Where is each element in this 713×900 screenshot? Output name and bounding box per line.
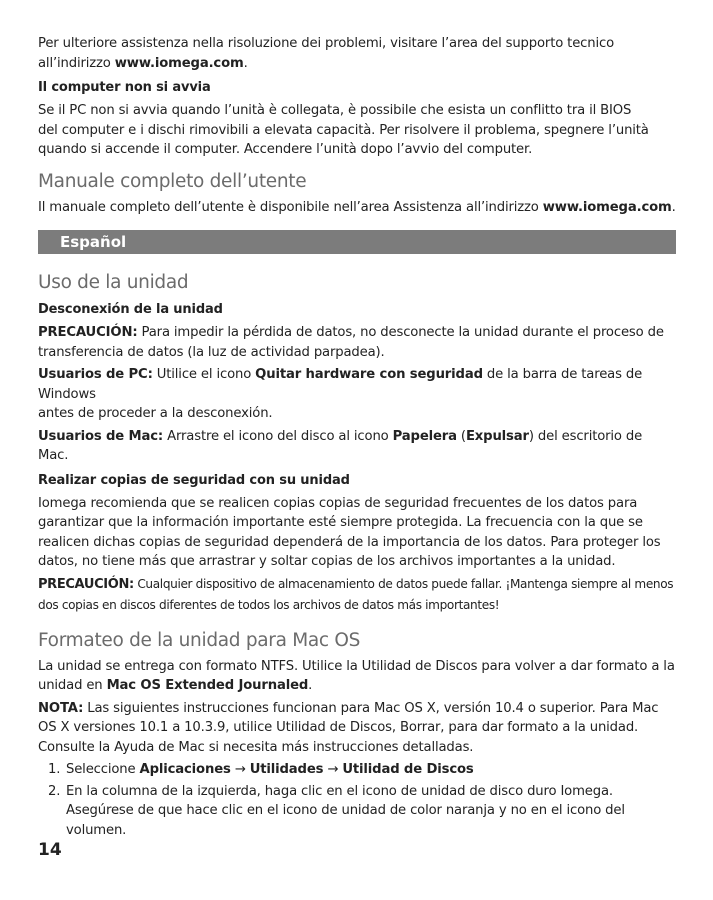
arrow-icon: → <box>230 762 250 777</box>
arrow-icon: → <box>323 762 343 777</box>
mac-users-label: Usuarios de Mac: <box>38 428 164 444</box>
list-item <box>38 760 676 780</box>
format-line: La unidad se entrega con formato NTFS. Utilice la Utilidad de Discos para volver a dar formato a la <box>38 658 675 674</box>
mac-users-text: ( <box>456 428 466 444</box>
caution-label: PRECAUCIÓN: <box>38 576 134 592</box>
note-text: Las siguientes instrucciones funcionan para Mac OS X, versión 10.4 o superior. Para Mac <box>83 700 659 716</box>
format-line: unidad en <box>38 678 107 693</box>
utilities-label: Utilidades <box>249 762 324 777</box>
step-number: 1. <box>48 762 61 777</box>
note-text: OS X versiones 10.1 a 10.3.9, utilice Utilidad de Discos, Borrar, para dar formato a la unidad. <box>38 720 639 735</box>
eject-label: Expulsar <box>465 428 529 444</box>
caution2-paragraph <box>38 574 676 615</box>
caution-text: dos copias en discos diferentes de todos los archivos de datos más importantes! <box>38 597 500 612</box>
mac-users-text: Arrastre el icono del disco al icono <box>163 428 393 444</box>
pc-users-label: Usuarios de PC: <box>38 367 153 382</box>
use-heading: Uso de la unidad <box>38 272 189 293</box>
intro-line: Per ulteriore assistenza nella risoluzione dei problemi, visitare l’area del supporto tecnico <box>38 36 614 51</box>
noboot-line: quando si accende il computer. Accendere l’unità dopo l’avvio del computer. <box>38 142 533 157</box>
applications-label: Aplicaciones <box>139 762 231 777</box>
page-content <box>38 34 676 840</box>
note-label: NOTA: <box>38 700 84 716</box>
support-link[interactable]: www.iomega.com <box>114 55 244 71</box>
disk-utility-label: Utilidad de Discos <box>342 762 474 777</box>
noboot-line: Se il PC non si avvia quando l’unità è collegata, è possibile che esista un conflitto tra il BIOS <box>38 103 632 118</box>
manual-heading: Manuale completo dell’utente <box>38 170 307 192</box>
step-text: Seleccione <box>66 762 140 777</box>
manual-paragraph <box>38 198 676 218</box>
language-section-title: Español <box>60 233 127 251</box>
language-section-bar <box>38 230 676 254</box>
safely-remove-label: Quitar hardware con seguridad <box>255 367 483 382</box>
step-text: Asegúrese de que hace clic en el icono de unidad de color naranja y no en el icono del <box>66 803 625 818</box>
intro-line: all’indirizzo <box>38 55 115 71</box>
step-number: 2. <box>48 783 61 799</box>
caution-paragraph <box>38 323 676 362</box>
note-paragraph <box>38 699 676 758</box>
pc-users-text: antes de proceder a la desconexión. <box>38 406 273 421</box>
intro-paragraph <box>38 34 676 73</box>
page-number: 14 <box>38 840 62 860</box>
step-text: volumen. <box>66 822 127 838</box>
caution-text: Cualquier dispositivo de almacenamiento de datos puede fallar. ¡Mantenga siempre al menos <box>133 576 674 591</box>
caution-text: transferencia de datos (la luz de actividad parpadea). <box>38 344 385 360</box>
backup-line: realicen dichas copias de seguridad dependerá de la importancia de los datos. Para proteger los <box>38 534 661 550</box>
punctuation: . <box>671 199 676 215</box>
trash-label: Papelera <box>392 428 457 444</box>
caution-text: Para impedir la pérdida de datos, no desconecte la unidad durante el proceso de <box>137 325 664 340</box>
mac-users-text: ) del escritorio de Mac. <box>38 428 643 463</box>
mac-users-paragraph <box>38 427 676 466</box>
format-paragraph <box>38 657 676 696</box>
noboot-heading: Il computer non si avvia <box>38 80 211 95</box>
step-text: En la columna de la izquierda, haga clic en el icono de unidad de disco duro Iomega. <box>66 783 613 799</box>
noboot-paragraph <box>38 101 676 160</box>
pc-users-text: de la barra de tareas de Windows <box>38 367 643 402</box>
punctuation: . <box>308 678 313 693</box>
format-heading: Formateo de la unidad para Mac OS <box>38 629 361 651</box>
manual-text: Il manuale completo dell’utente è disponibile nell’area Assistenza all’indirizzo <box>38 199 543 215</box>
note-text: Consulte la Ayuda de Mac si necesita más instrucciones detalladas. <box>38 739 474 755</box>
backup-line: Iomega recomienda que se realicen copias copias de seguridad frecuentes de los datos para <box>38 495 638 511</box>
pc-users-text: Utilice el icono <box>152 367 256 382</box>
format-type-label: Mac OS Extended Journaled <box>106 678 309 693</box>
list-item <box>38 782 676 841</box>
manual-link[interactable]: www.iomega.com <box>542 199 672 215</box>
punctuation: . <box>243 55 248 71</box>
backup-line: garantizar que la información importante esté siempre protegida. La frecuencia con la que se <box>38 515 643 530</box>
caution-label: PRECAUCIÓN: <box>38 325 138 340</box>
backup-paragraph <box>38 494 676 572</box>
backup-heading: Realizar copias de seguridad con su unidad <box>38 472 350 488</box>
noboot-line: del computer e i dischi rimovibili a elevata capacità. Per risolvere il problema, spegnere l’unità <box>38 122 649 138</box>
pc-users-paragraph <box>38 365 676 424</box>
steps-list <box>38 760 676 840</box>
disconnect-heading: Desconexión de la unidad <box>38 302 223 317</box>
backup-line: datos, no tiene más que arrastrar y soltar copias de los archivos importantes a la unidad. <box>38 554 616 569</box>
